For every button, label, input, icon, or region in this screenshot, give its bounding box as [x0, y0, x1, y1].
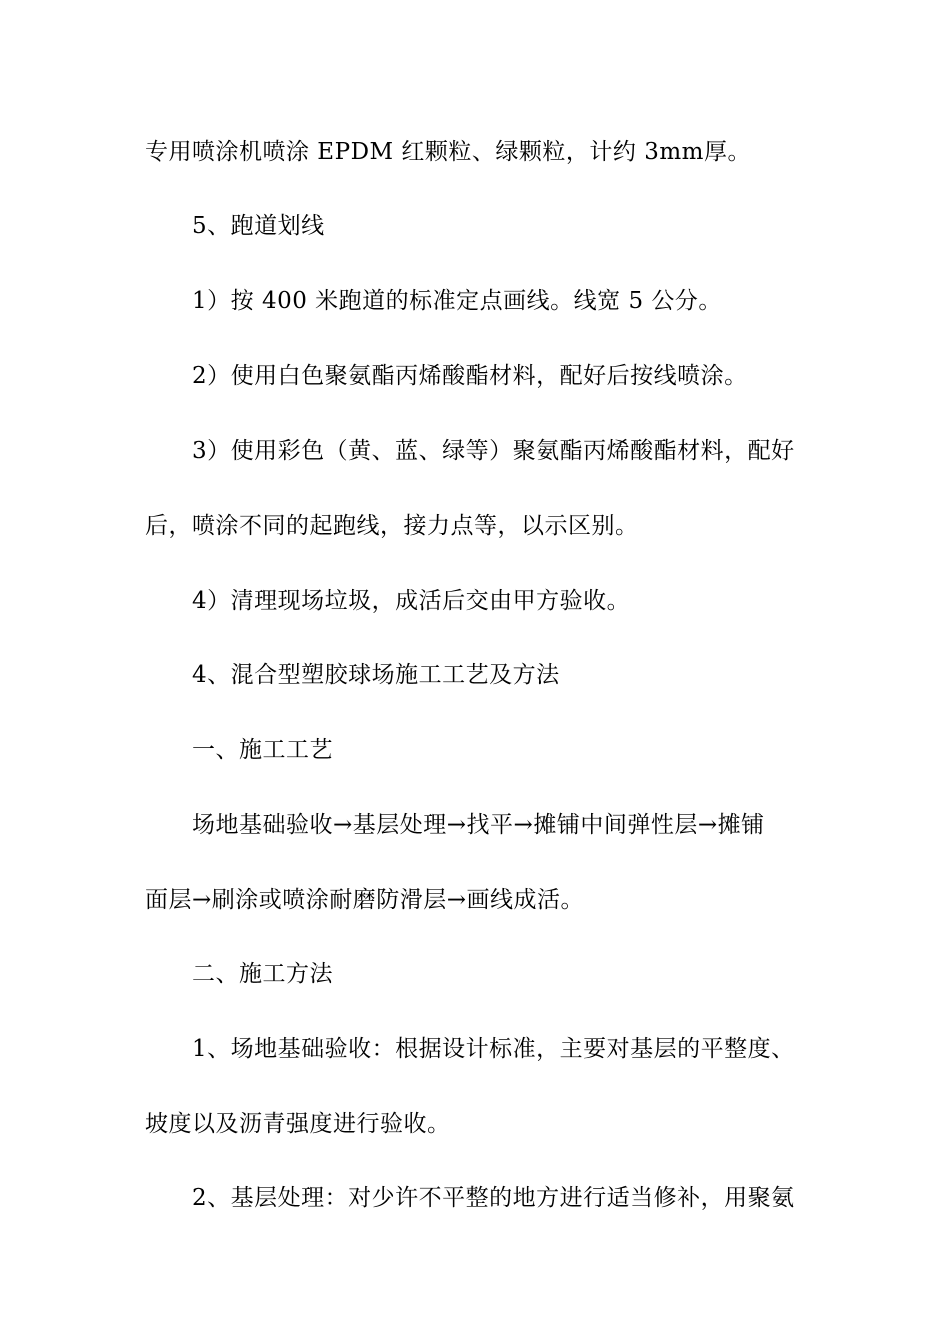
paragraph-line: 坡度以及沥青强度进行验收。	[145, 1111, 451, 1137]
paragraph-line: 面层→刷涂或喷涂耐磨防滑层→画线成活。	[145, 887, 585, 913]
paragraph-line: 4）清理现场垃圾，成活后交由甲方验收。	[192, 588, 631, 614]
section-heading: 一、施工工艺	[192, 737, 333, 763]
paragraph-line: 场地基础验收→基层处理→找平→摊铺中间弹性层→摊铺	[192, 812, 765, 838]
paragraph-line: 1、场地基础验收：根据设计标准，主要对基层的平整度、	[192, 1036, 795, 1062]
section-heading: 5、跑道划线	[192, 213, 325, 239]
section-heading: 4、混合型塑胶球场施工工艺及方法	[192, 662, 560, 688]
paragraph-line: 1）按 400 米跑道的标准定点画线。线宽 5 公分。	[192, 288, 722, 314]
paragraph-line: 后，喷涂不同的起跑线，接力点等，以示区别。	[145, 513, 639, 539]
paragraph-line: 专用喷涂机喷涂 EPDM 红颗粒、绿颗粒，计约 3mm厚。	[145, 139, 751, 165]
section-heading: 二、施工方法	[192, 961, 333, 987]
paragraph-line: 3）使用彩色（黄、蓝、绿等）聚氨酯丙烯酸酯材料，配好	[192, 438, 795, 464]
paragraph-line: 2）使用白色聚氨酯丙烯酸酯材料，配好后按线喷涂。	[192, 363, 748, 389]
paragraph-line: 2、基层处理：对少许不平整的地方进行适当修补，用聚氨	[192, 1185, 795, 1211]
